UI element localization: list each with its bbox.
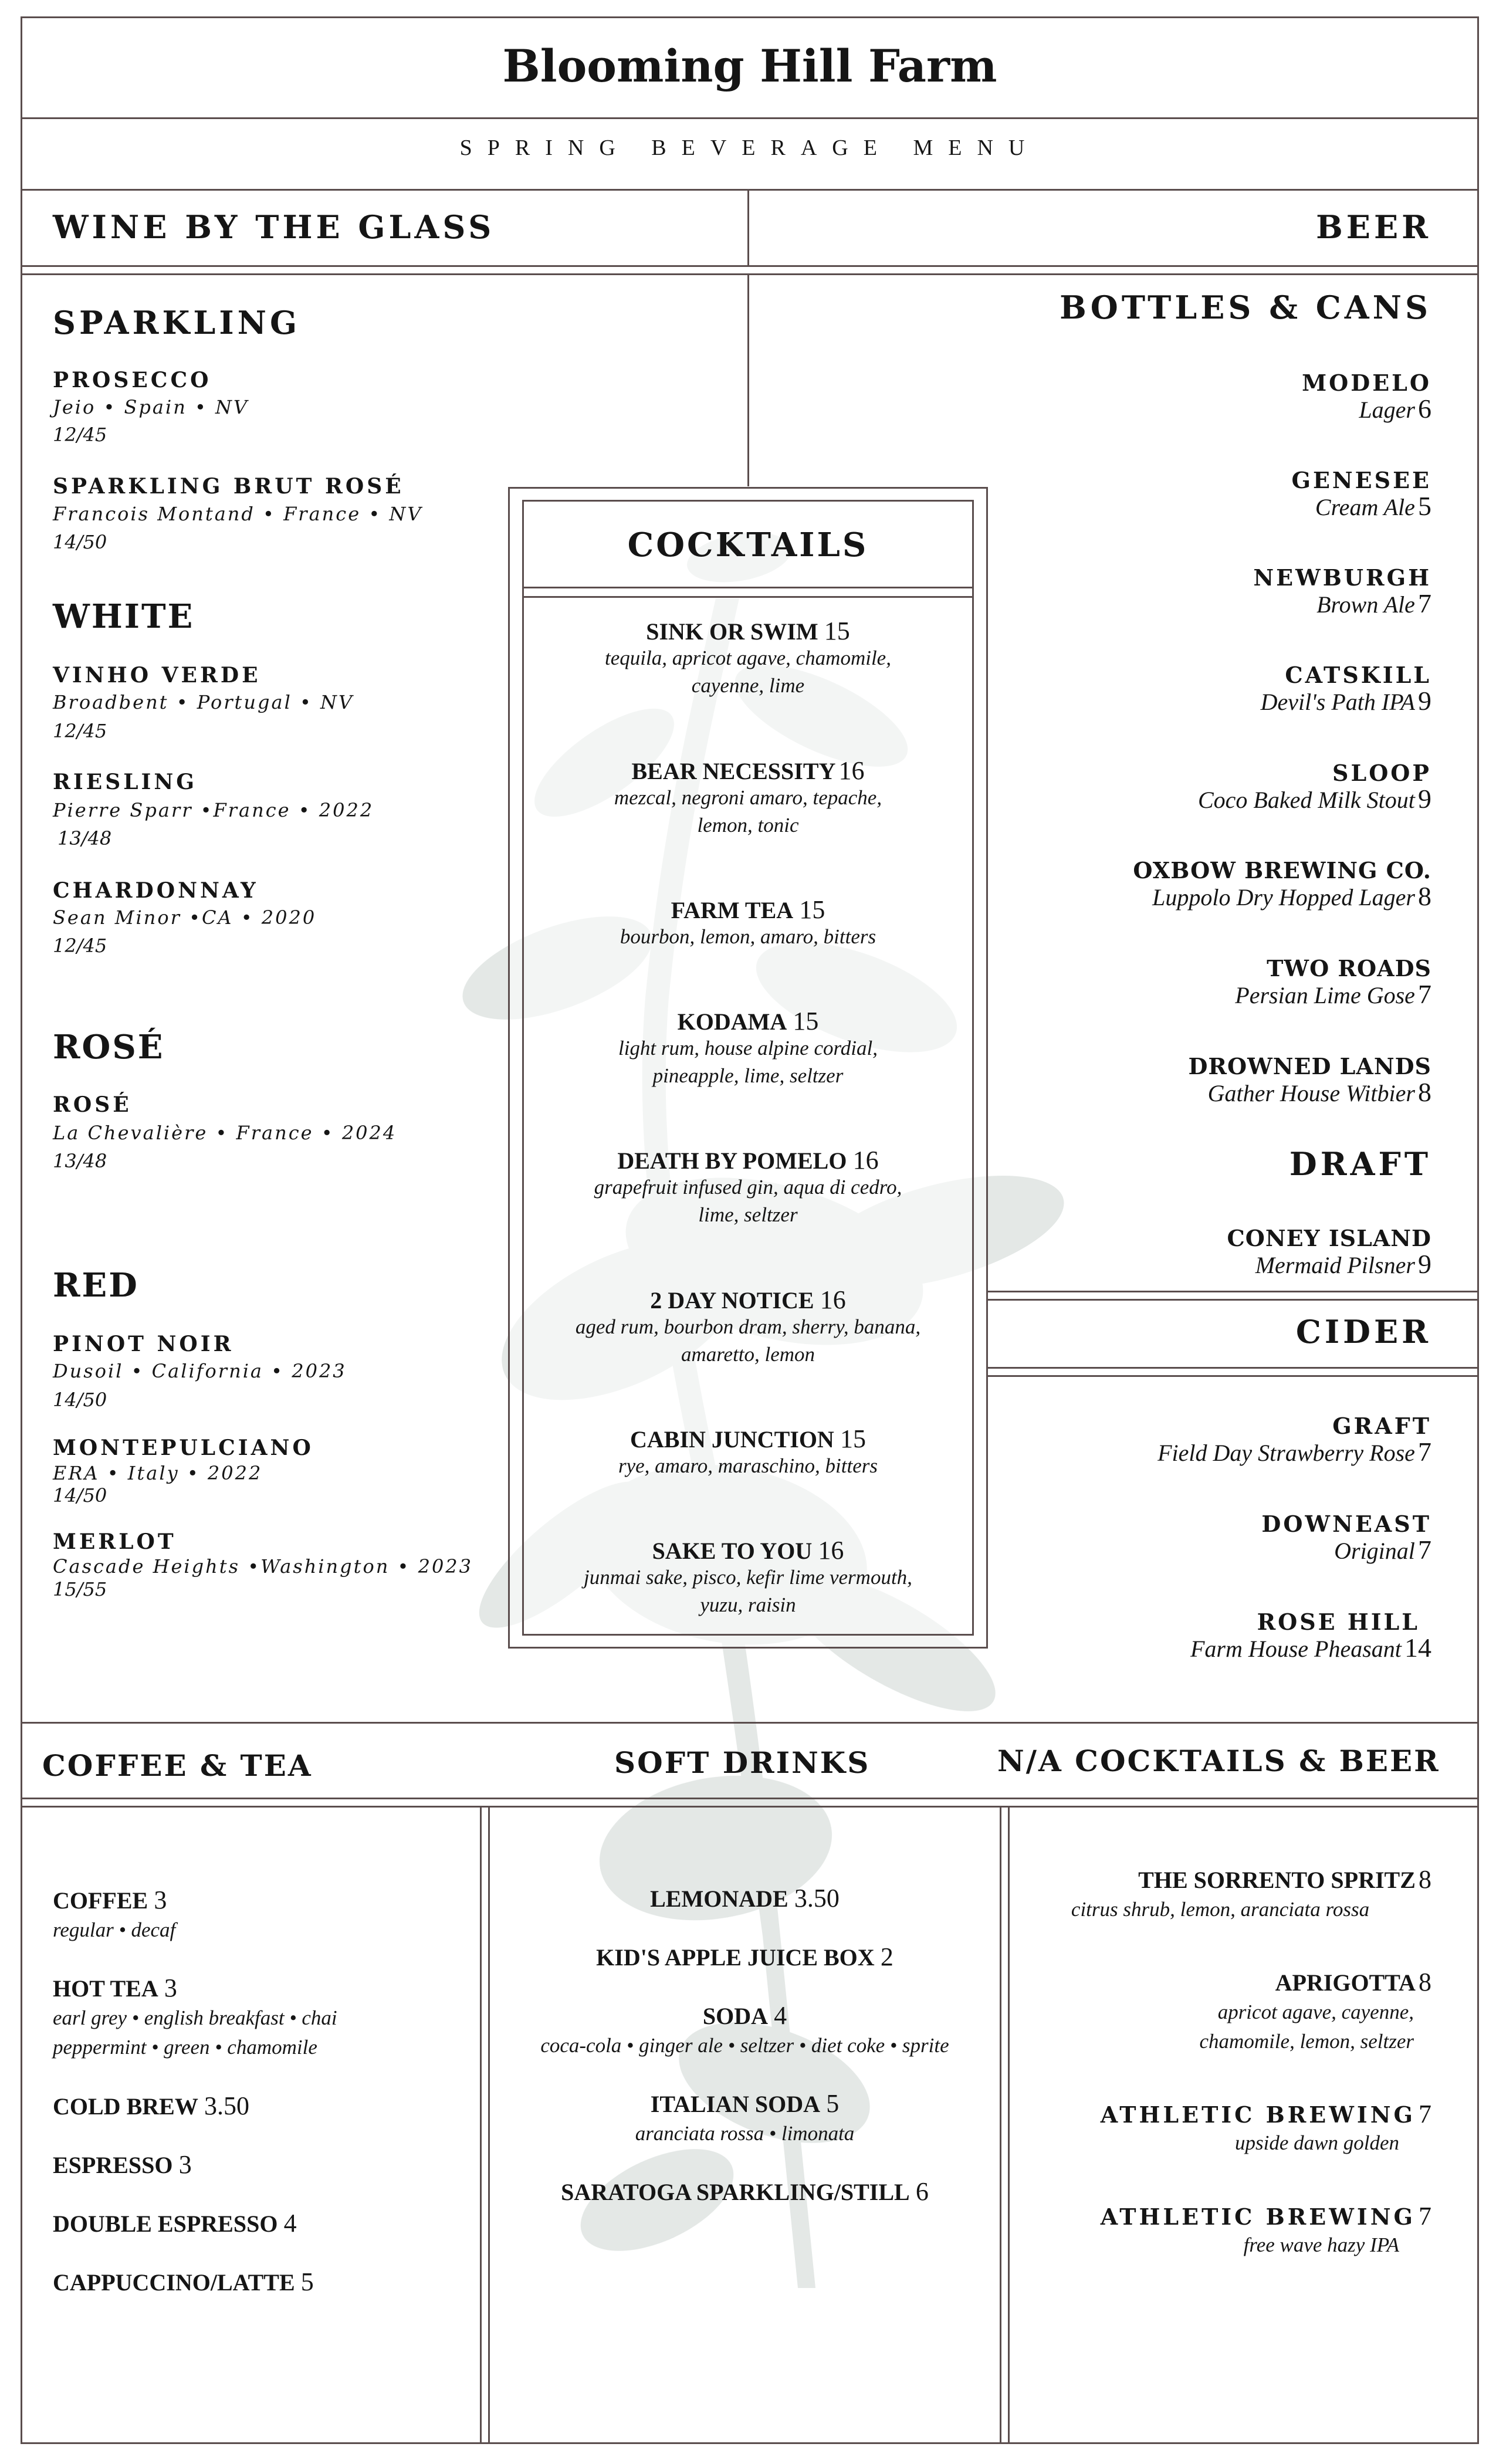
- wine-name: PROSECCO: [53, 368, 212, 392]
- double-rule: [21, 1798, 1479, 1799]
- double-rule: [988, 1367, 1479, 1369]
- coffee-price: 5: [300, 2267, 314, 2296]
- na-desc: chamomile, lemon, seltzer: [1199, 2030, 1414, 2053]
- coffee-name: COLD BREW: [53, 2093, 198, 2120]
- beer-line: [997, 1077, 1431, 1108]
- wine-detail: Cascade Heights •Washington • 2023: [53, 1555, 473, 1578]
- cocktail-price: 16: [838, 756, 865, 785]
- na-price: 7: [1419, 2202, 1431, 2231]
- beer-line: [997, 393, 1431, 424]
- coffee-item: [53, 2267, 314, 2297]
- cocktails-heading: COCKTAILS: [627, 526, 869, 564]
- wine-detail: Dusoil • California • 2023: [53, 1360, 347, 1382]
- na-item: [1021, 1967, 1431, 1997]
- cider-price: 14: [1404, 1633, 1431, 1663]
- wine-price: 14/50: [53, 1389, 107, 1411]
- cocktail-item: [522, 1285, 974, 1315]
- cider-price: 7: [1418, 1437, 1431, 1467]
- double-rule: [21, 273, 1479, 275]
- coffee-price: 4: [283, 2209, 297, 2238]
- wine-name: SPARKLING BRUT ROSÉ: [53, 474, 404, 499]
- cocktail-price: 15: [799, 895, 825, 924]
- wine-detail: Sean Minor •CA • 2020: [53, 906, 317, 929]
- beer-line: [997, 979, 1431, 1010]
- wine-detail: ERA • Italy • 2022: [53, 1462, 263, 1484]
- cocktail-price: 15: [840, 1424, 866, 1453]
- cocktail-item: [522, 1535, 974, 1565]
- na-name: ATHLETIC BREWING: [1100, 2101, 1416, 2128]
- cider-name: DOWNEAST: [1261, 1511, 1431, 1537]
- bottles-heading: BOTTLES & CANS: [1060, 289, 1431, 326]
- coffee-price: 3.50: [204, 2091, 249, 2120]
- cocktail-name: 2 DAY NOTICE: [650, 1287, 814, 1314]
- wine-name: MERLOT: [53, 1529, 177, 1554]
- double-rule: [1477, 265, 1479, 275]
- na-heading: N/A COCKTAILS & BEER: [997, 1744, 1440, 1778]
- beer-name: TWO ROADS: [1267, 955, 1431, 981]
- soft-name: LEMONADE: [650, 1886, 788, 1912]
- wine-name: RIESLING: [53, 770, 197, 794]
- coffee-item: [53, 2091, 249, 2121]
- cider-style: Original: [1334, 1538, 1415, 1564]
- wine-name: CHARDONNAY: [53, 878, 259, 903]
- soft-name: SARATOGA SPARKLING/STILL: [561, 2179, 910, 2205]
- beer-line: [997, 588, 1431, 619]
- divider: [21, 117, 1479, 119]
- cocktail-desc: aged rum, bourbon dram, sherry, banana, amaretto, lemon: [575, 1315, 921, 1366]
- cider-line: [997, 1632, 1431, 1663]
- soft-item: [490, 1942, 1000, 1972]
- beer-name: SLOOP: [1332, 760, 1431, 786]
- double-rule: [21, 265, 1479, 267]
- na-name: APRIGOTTA: [1275, 1969, 1416, 1996]
- wine-name: MONTEPULCIANO: [53, 1436, 314, 1460]
- coffee-item: [53, 1973, 177, 2003]
- beer-price: 9: [1418, 686, 1431, 716]
- cocktail-desc: bourbon, lemon, amaro, bitters: [620, 925, 876, 948]
- double-rule: [988, 1299, 1479, 1301]
- wine-detail: Jeio • Spain • NV: [53, 396, 249, 418]
- beer-style: Devil's Path IPA: [1260, 689, 1415, 715]
- cider-style: Farm House Pheasant: [1190, 1636, 1402, 1662]
- soft-desc: coca-cola • ginger ale • seltzer • diet coke • sprite: [540, 2034, 949, 2057]
- double-rule: [21, 1806, 1479, 1808]
- coffee-price: 3: [154, 1886, 167, 1914]
- wine-detail: Broadbent • Portugal • NV: [53, 691, 354, 713]
- beer-line: [997, 490, 1431, 522]
- cider-line: [997, 1436, 1431, 1467]
- soft-price: 6: [915, 2177, 929, 2206]
- wine-detail: Francois Montand • France • NV: [53, 503, 423, 525]
- cider-price: 7: [1418, 1535, 1431, 1565]
- coffee-name: HOT TEA: [53, 1975, 158, 2002]
- cocktail-price: 16: [852, 1146, 879, 1175]
- coffee-item: [53, 1885, 167, 1915]
- wine-price: 14/50: [53, 1484, 107, 1507]
- coffee-price: 3: [178, 2150, 192, 2179]
- soft-name: ITALIAN SODA: [650, 2091, 821, 2117]
- cider-name: GRAFT: [1332, 1413, 1431, 1439]
- page-title: Blooming Hill Farm: [502, 40, 997, 92]
- beer-style: Lager: [1359, 397, 1415, 423]
- cider-name: ROSE HILL: [1257, 1609, 1420, 1635]
- beer-name: CATSKILL: [1285, 662, 1431, 688]
- white-heading: WHITE: [53, 597, 195, 636]
- cocktail-desc: light rum, house alpine cordial, pineapple, lime, seltzer: [618, 1037, 878, 1087]
- cocktail-item: [522, 616, 974, 646]
- beer-line: [997, 783, 1431, 814]
- coffee-desc: peppermint • green • chamomile: [53, 2036, 317, 2059]
- coffee-name: COFFEE: [53, 1887, 148, 1914]
- wine-price: 13/48: [57, 827, 112, 849]
- cocktail-name: DEATH BY POMELO: [617, 1148, 847, 1174]
- soft-price: 3.50: [794, 1884, 840, 1913]
- cocktail-desc: grapefruit infused gin, aqua di cedro, lime, seltzer: [594, 1176, 902, 1226]
- cocktail-name: FARM TEA: [671, 897, 794, 923]
- beer-name: MODELO: [1302, 370, 1431, 396]
- coffee-item: [53, 2150, 192, 2179]
- beer-heading: BEER: [1316, 208, 1431, 246]
- cocktail-item: [522, 756, 974, 786]
- na-desc: apricot agave, cayenne,: [1217, 2001, 1414, 2023]
- beer-style: Persian Lime Gose: [1235, 982, 1415, 1008]
- cocktail-name: CABIN JUNCTION: [630, 1426, 834, 1453]
- beer-price: 5: [1418, 491, 1431, 521]
- wine-name: VINHO VERDE: [53, 663, 261, 688]
- soft-item: [490, 2001, 1000, 2030]
- beer-name: GENESEE: [1291, 467, 1431, 493]
- cocktail-item: [522, 895, 974, 925]
- coffee-price: 3: [164, 1974, 177, 2002]
- coffee-name: CAPPUCCINO/LATTE: [53, 2269, 295, 2296]
- coffee-heading: COFFEE & TEA: [42, 1748, 313, 1783]
- column-divider: [1000, 1808, 1001, 2444]
- coffee-name: DOUBLE ESPRESSO: [53, 2211, 278, 2237]
- beer-price: 8: [1418, 881, 1431, 911]
- cocktail-desc: mezcal, negroni amaro, tepache, lemon, tonic: [614, 786, 882, 837]
- wine-detail: Pierre Sparr •France • 2022: [53, 799, 374, 821]
- wine-price: 12/45: [53, 720, 107, 742]
- beer-price: 6: [1418, 394, 1431, 424]
- beer-line: [997, 1248, 1431, 1280]
- soft-price: 4: [774, 2001, 787, 2030]
- na-item: [1021, 1864, 1431, 1894]
- na-price: 7: [1419, 2100, 1431, 2128]
- na-desc: free wave hazy IPA: [1243, 2233, 1399, 2256]
- beer-style: Luppolo Dry Hopped Lager: [1152, 884, 1415, 911]
- na-name: THE SORRENTO SPRITZ: [1138, 1867, 1416, 1893]
- coffee-item: [53, 2208, 297, 2238]
- soft-heading: SOFT DRINKS: [614, 1745, 871, 1780]
- beer-name: NEWBURGH: [1253, 564, 1431, 591]
- wine-name: PINOT NOIR: [53, 1332, 234, 1356]
- beer-style: Gather House Witbier: [1207, 1080, 1415, 1106]
- beer-price: 7: [1418, 979, 1431, 1009]
- divider: [21, 189, 1479, 191]
- cocktail-price: 16: [820, 1285, 846, 1314]
- na-name: ATHLETIC BREWING: [1100, 2204, 1416, 2230]
- beer-style: Cream Ale: [1315, 494, 1415, 520]
- sparkling-heading: SPARKLING: [53, 304, 301, 341]
- cocktail-price: 15: [793, 1007, 819, 1035]
- cocktail-name: KODAMA: [677, 1008, 787, 1035]
- beer-price: 9: [1418, 784, 1431, 814]
- na-item: [1021, 2201, 1431, 2231]
- na-price: 8: [1419, 1865, 1431, 1894]
- na-price: 8: [1419, 1968, 1431, 1996]
- beer-price: 7: [1418, 588, 1431, 618]
- wine-price: 13/48: [53, 1150, 107, 1172]
- na-desc: citrus shrub, lemon, aranciata rossa: [1071, 1898, 1370, 1921]
- coffee-name: ESPRESSO: [53, 2152, 173, 2178]
- column-divider: [747, 275, 749, 486]
- divider: [21, 1722, 1479, 1724]
- beer-name: OXBOW BREWING CO.: [1133, 857, 1431, 884]
- wine-heading: WINE BY THE GLASS: [53, 208, 495, 246]
- beer-line: [997, 685, 1431, 716]
- divider: [522, 587, 974, 588]
- soft-price: 2: [880, 1942, 893, 1971]
- cocktail-item: [522, 1006, 974, 1036]
- beer-name: CONEY ISLAND: [1227, 1225, 1431, 1251]
- beer-price: 9: [1418, 1249, 1431, 1279]
- wine-price: 14/50: [53, 531, 107, 553]
- coffee-desc: regular • decaf: [53, 1918, 176, 1941]
- cocktail-name: SINK OR SWIM: [646, 618, 818, 645]
- soft-price: 5: [826, 2089, 840, 2118]
- cocktail-desc: junmai sake, pisco, kefir lime vermouth, yuzu, raisin: [584, 1566, 912, 1616]
- cider-style: Field Day Strawberry Rose: [1157, 1440, 1415, 1466]
- soft-item: [490, 2177, 1000, 2206]
- double-rule: [21, 265, 22, 275]
- double-rule: [988, 1291, 1479, 1292]
- na-item: [1021, 2099, 1431, 2129]
- cocktail-price: 16: [818, 1536, 844, 1565]
- soft-item: [490, 1883, 1000, 1913]
- wine-price: 12/45: [53, 424, 107, 446]
- wine-name: ROSÉ: [53, 1092, 132, 1117]
- double-rule: [988, 1375, 1479, 1377]
- page-subtitle: SPRING BEVERAGE MENU: [459, 136, 1040, 160]
- cocktail-desc: rye, amaro, maraschino, bitters: [618, 1454, 878, 1477]
- cocktail-price: 15: [824, 617, 850, 645]
- beer-style: Mermaid Pilsner: [1255, 1252, 1415, 1278]
- soft-name: SODA: [702, 2003, 768, 2029]
- divider: [747, 189, 749, 265]
- cocktail-item: [522, 1424, 974, 1454]
- divider: [522, 596, 974, 598]
- soft-name: KID'S APPLE JUICE BOX: [596, 1944, 875, 1971]
- cocktail-name: BEAR NECESSITY: [631, 758, 836, 784]
- beer-name: DROWNED LANDS: [1188, 1053, 1431, 1079]
- beer-line: [997, 881, 1431, 912]
- cider-line: [997, 1534, 1431, 1565]
- rose-heading: ROSÉ: [53, 1028, 165, 1067]
- soft-desc: aranciata rossa • limonata: [635, 2122, 855, 2145]
- wine-price: 12/45: [53, 935, 107, 957]
- beer-style: Brown Ale: [1316, 591, 1415, 618]
- beer-style: Coco Baked Milk Stout: [1198, 787, 1415, 813]
- column-divider: [1008, 1808, 1010, 2444]
- cocktail-item: [522, 1145, 974, 1175]
- na-desc: upside dawn golden: [1235, 2131, 1399, 2154]
- beer-price: 8: [1418, 1077, 1431, 1107]
- cider-heading: CIDER: [1295, 1313, 1431, 1351]
- draft-heading: DRAFT: [1289, 1145, 1431, 1183]
- soft-item: [490, 2089, 1000, 2118]
- wine-detail: La Chevalière • France • 2024: [53, 1122, 397, 1144]
- red-heading: RED: [53, 1266, 139, 1305]
- wine-price: 15/55: [53, 1578, 107, 1600]
- column-divider: [480, 1808, 482, 2444]
- cocktail-name: SAKE TO YOU: [652, 1538, 813, 1564]
- cocktail-desc: tequila, apricot agave, chamomile, cayenne, lime: [605, 647, 891, 697]
- coffee-desc: earl grey • english breakfast • chai: [53, 2006, 337, 2029]
